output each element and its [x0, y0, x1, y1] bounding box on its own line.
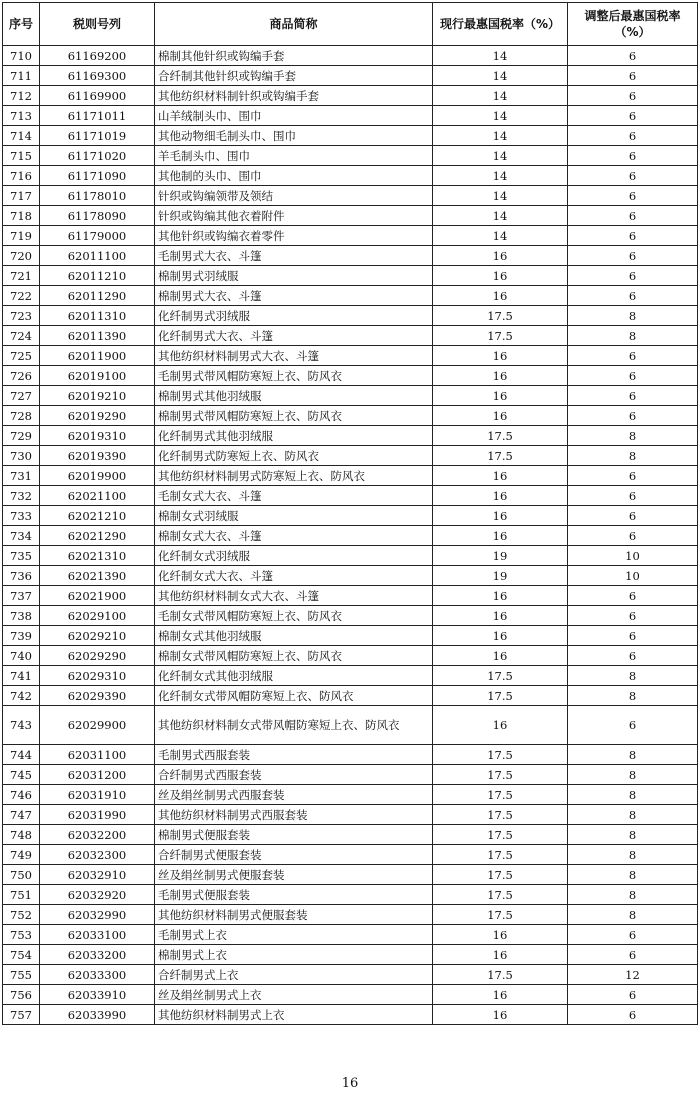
- cell-current-rate: 17.5: [433, 426, 568, 446]
- cell-current-rate: 16: [433, 945, 568, 965]
- cell-product-name: 其他纺织材料制男式便服套装: [155, 905, 433, 925]
- cell-adjusted-rate: 8: [568, 805, 698, 825]
- table-row: [3, 945, 698, 965]
- table-row: [3, 865, 698, 885]
- table-row: [3, 686, 698, 706]
- cell-tariff-code: 62019390: [40, 446, 155, 466]
- cell-current-rate: 17.5: [433, 885, 568, 905]
- cell-product-name: 化纤制男式羽绒服: [155, 306, 433, 326]
- table-row: [3, 126, 698, 146]
- page-number: 16: [341, 1076, 359, 1091]
- cell-index: 716: [3, 166, 40, 186]
- cell-index: 721: [3, 266, 40, 286]
- cell-adjusted-rate: 6: [568, 66, 698, 86]
- cell-index: 733: [3, 506, 40, 526]
- cell-current-rate: 17.5: [433, 745, 568, 765]
- cell-index: 756: [3, 985, 40, 1005]
- cell-tariff-code: 62029290: [40, 646, 155, 666]
- cell-product-name: 山羊绒制头巾、围巾: [155, 106, 433, 126]
- cell-adjusted-rate: 8: [568, 885, 698, 905]
- cell-index: 717: [3, 186, 40, 206]
- table-row: [3, 885, 698, 905]
- col-header-product-name: 商品简称: [155, 3, 433, 46]
- table-row: [3, 446, 698, 466]
- table-row: [3, 346, 698, 366]
- cell-product-name: 化纤制男式防寒短上衣、防风衣: [155, 446, 433, 466]
- cell-tariff-code: 62011900: [40, 346, 155, 366]
- cell-index: 718: [3, 206, 40, 226]
- table-row: [3, 666, 698, 686]
- cell-index: 714: [3, 126, 40, 146]
- cell-product-name: 合纤制男式西服套装: [155, 765, 433, 785]
- cell-product-name: 其他动物细毛制头巾、围巾: [155, 126, 433, 146]
- cell-product-name: 合纤制男式上衣: [155, 965, 433, 985]
- cell-tariff-code: 62011100: [40, 246, 155, 266]
- cell-tariff-code: 62033100: [40, 925, 155, 945]
- table-row: [3, 706, 698, 745]
- cell-index: 730: [3, 446, 40, 466]
- cell-current-rate: 16: [433, 586, 568, 606]
- cell-current-rate: 16: [433, 346, 568, 366]
- cell-index: 731: [3, 466, 40, 486]
- cell-index: 719: [3, 226, 40, 246]
- cell-current-rate: 17.5: [433, 446, 568, 466]
- cell-adjusted-rate: 6: [568, 106, 698, 126]
- cell-index: 755: [3, 965, 40, 985]
- cell-adjusted-rate: 8: [568, 446, 698, 466]
- cell-adjusted-rate: 6: [568, 606, 698, 626]
- cell-tariff-code: 62029100: [40, 606, 155, 626]
- cell-tariff-code: 62032910: [40, 865, 155, 885]
- cell-product-name: 化纤制女式羽绒服: [155, 546, 433, 566]
- table-row: [3, 486, 698, 506]
- cell-current-rate: 16: [433, 406, 568, 426]
- cell-index: 740: [3, 646, 40, 666]
- cell-adjusted-rate: 6: [568, 486, 698, 506]
- cell-current-rate: 16: [433, 366, 568, 386]
- cell-current-rate: 14: [433, 186, 568, 206]
- tariff-table: [2, 2, 698, 1025]
- cell-tariff-code: 62033910: [40, 985, 155, 1005]
- cell-tariff-code: 61169300: [40, 66, 155, 86]
- cell-product-name: 针织或钩编其他衣着附件: [155, 206, 433, 226]
- table-row: [3, 805, 698, 825]
- cell-product-name: 化纤制女式带风帽防寒短上衣、防风衣: [155, 686, 433, 706]
- cell-product-name: 针织或钩编领带及领结: [155, 186, 433, 206]
- cell-index: 757: [3, 1005, 40, 1025]
- cell-adjusted-rate: 6: [568, 626, 698, 646]
- table-row: [3, 46, 698, 66]
- table-row: [3, 426, 698, 446]
- col-header-current-rate: 现行最惠国税率（%）: [433, 3, 568, 46]
- cell-index: 747: [3, 805, 40, 825]
- cell-current-rate: 16: [433, 386, 568, 406]
- cell-current-rate: 17.5: [433, 965, 568, 985]
- cell-current-rate: 14: [433, 166, 568, 186]
- cell-adjusted-rate: 8: [568, 905, 698, 925]
- cell-tariff-code: 62029390: [40, 686, 155, 706]
- cell-index: 737: [3, 586, 40, 606]
- cell-current-rate: 16: [433, 246, 568, 266]
- cell-tariff-code: 61179000: [40, 226, 155, 246]
- cell-adjusted-rate: 6: [568, 985, 698, 1005]
- table-row: [3, 785, 698, 805]
- cell-current-rate: 17.5: [433, 765, 568, 785]
- cell-adjusted-rate: 12: [568, 965, 698, 985]
- cell-current-rate: 16: [433, 486, 568, 506]
- cell-current-rate: 19: [433, 566, 568, 586]
- cell-current-rate: 16: [433, 466, 568, 486]
- cell-current-rate: 16: [433, 925, 568, 945]
- cell-index: 720: [3, 246, 40, 266]
- cell-adjusted-rate: 6: [568, 86, 698, 106]
- cell-adjusted-rate: 6: [568, 246, 698, 266]
- cell-tariff-code: 62021310: [40, 546, 155, 566]
- cell-product-name: 其他纺织材料制针织或钩编手套: [155, 86, 433, 106]
- cell-adjusted-rate: 8: [568, 306, 698, 326]
- cell-tariff-code: 62032200: [40, 825, 155, 845]
- table-row: [3, 466, 698, 486]
- cell-tariff-code: 62032300: [40, 845, 155, 865]
- cell-current-rate: 17.5: [433, 825, 568, 845]
- cell-tariff-code: 62021900: [40, 586, 155, 606]
- cell-product-name: 化纤制女式其他羽绒服: [155, 666, 433, 686]
- cell-product-name: 合纤制其他针织或钩编手套: [155, 66, 433, 86]
- cell-index: 746: [3, 785, 40, 805]
- cell-product-name: 棉制男式其他羽绒服: [155, 386, 433, 406]
- cell-current-rate: 16: [433, 286, 568, 306]
- cell-index: 732: [3, 486, 40, 506]
- cell-current-rate: 17.5: [433, 905, 568, 925]
- cell-product-name: 其他纺织材料制男式大衣、斗篷: [155, 346, 433, 366]
- cell-product-name: 棉制男式大衣、斗篷: [155, 286, 433, 306]
- table-row: [3, 386, 698, 406]
- table-row: [3, 166, 698, 186]
- cell-adjusted-rate: 8: [568, 825, 698, 845]
- cell-index: 713: [3, 106, 40, 126]
- col-header-adjusted-rate: 调整后最惠国税率 （%）: [568, 3, 698, 46]
- cell-product-name: 棉制男式羽绒服: [155, 266, 433, 286]
- cell-product-name: 丝及绢丝制男式上衣: [155, 985, 433, 1005]
- table-row: [3, 566, 698, 586]
- table-row: [3, 825, 698, 845]
- cell-adjusted-rate: 6: [568, 46, 698, 66]
- cell-adjusted-rate: 6: [568, 166, 698, 186]
- cell-index: 715: [3, 146, 40, 166]
- cell-tariff-code: 62011210: [40, 266, 155, 286]
- cell-tariff-code: 62021390: [40, 566, 155, 586]
- table-row: [3, 506, 698, 526]
- cell-adjusted-rate: 6: [568, 286, 698, 306]
- table-row: [3, 406, 698, 426]
- cell-current-rate: 16: [433, 626, 568, 646]
- cell-adjusted-rate: 8: [568, 686, 698, 706]
- cell-tariff-code: 61171019: [40, 126, 155, 146]
- cell-index: 753: [3, 925, 40, 945]
- cell-tariff-code: 61171011: [40, 106, 155, 126]
- cell-index: 725: [3, 346, 40, 366]
- cell-product-name: 棉制男式带风帽防寒短上衣、防风衣: [155, 406, 433, 426]
- cell-current-rate: 17.5: [433, 326, 568, 346]
- cell-product-name: 其他纺织材料制女式大衣、斗篷: [155, 586, 433, 606]
- cell-index: 729: [3, 426, 40, 446]
- cell-index: 726: [3, 366, 40, 386]
- table-row: [3, 206, 698, 226]
- cell-product-name: 棉制女式带风帽防寒短上衣、防风衣: [155, 646, 433, 666]
- table-row: [3, 845, 698, 865]
- cell-adjusted-rate: 6: [568, 146, 698, 166]
- cell-current-rate: 16: [433, 526, 568, 546]
- cell-product-name: 毛制男式上衣: [155, 925, 433, 945]
- cell-adjusted-rate: 6: [568, 925, 698, 945]
- cell-adjusted-rate: 6: [568, 186, 698, 206]
- cell-tariff-code: 61171090: [40, 166, 155, 186]
- cell-tariff-code: 62029210: [40, 626, 155, 646]
- cell-adjusted-rate: 6: [568, 386, 698, 406]
- table-row: [3, 905, 698, 925]
- cell-index: 749: [3, 845, 40, 865]
- table-row: [3, 606, 698, 626]
- table-row: [3, 306, 698, 326]
- table-row: [3, 646, 698, 666]
- cell-product-name: 棉制女式大衣、斗篷: [155, 526, 433, 546]
- cell-adjusted-rate: 6: [568, 945, 698, 965]
- cell-tariff-code: 62021290: [40, 526, 155, 546]
- cell-current-rate: 16: [433, 646, 568, 666]
- cell-current-rate: 14: [433, 206, 568, 226]
- cell-tariff-code: 62032990: [40, 905, 155, 925]
- cell-current-rate: 14: [433, 146, 568, 166]
- cell-product-name: 毛制男式西服套装: [155, 745, 433, 765]
- table-row: [3, 186, 698, 206]
- table-row: [3, 66, 698, 86]
- cell-adjusted-rate: 6: [568, 126, 698, 146]
- header-row: [3, 3, 698, 46]
- cell-adjusted-rate: 10: [568, 546, 698, 566]
- cell-tariff-code: 62032920: [40, 885, 155, 905]
- cell-adjusted-rate: 8: [568, 426, 698, 446]
- cell-product-name: 其他制的头巾、围巾: [155, 166, 433, 186]
- table-row: [3, 246, 698, 266]
- cell-current-rate: 14: [433, 46, 568, 66]
- cell-tariff-code: 62033990: [40, 1005, 155, 1025]
- cell-product-name: 毛制男式带风帽防寒短上衣、防风衣: [155, 366, 433, 386]
- cell-index: 724: [3, 326, 40, 346]
- cell-index: 710: [3, 46, 40, 66]
- cell-product-name: 其他纺织材料制男式上衣: [155, 1005, 433, 1025]
- cell-adjusted-rate: 6: [568, 646, 698, 666]
- cell-adjusted-rate: 8: [568, 845, 698, 865]
- cell-index: 745: [3, 765, 40, 785]
- cell-adjusted-rate: 6: [568, 266, 698, 286]
- cell-product-name: 毛制男式便服套装: [155, 885, 433, 905]
- table-row: [3, 985, 698, 1005]
- cell-index: 722: [3, 286, 40, 306]
- cell-adjusted-rate: 8: [568, 745, 698, 765]
- cell-index: 743: [3, 706, 40, 745]
- cell-product-name: 棉制女式其他羽绒服: [155, 626, 433, 646]
- cell-tariff-code: 62019900: [40, 466, 155, 486]
- cell-product-name: 毛制女式带风帽防寒短上衣、防风衣: [155, 606, 433, 626]
- cell-current-rate: 16: [433, 985, 568, 1005]
- cell-index: 735: [3, 546, 40, 566]
- cell-tariff-code: 62031990: [40, 805, 155, 825]
- cell-tariff-code: 62033300: [40, 965, 155, 985]
- cell-current-rate: 16: [433, 266, 568, 286]
- cell-adjusted-rate: 8: [568, 785, 698, 805]
- cell-index: 744: [3, 745, 40, 765]
- cell-adjusted-rate: 6: [568, 466, 698, 486]
- cell-product-name: 丝及绢丝制男式便服套装: [155, 865, 433, 885]
- cell-tariff-code: 62021100: [40, 486, 155, 506]
- cell-product-name: 化纤制男式大衣、斗篷: [155, 326, 433, 346]
- cell-index: 741: [3, 666, 40, 686]
- cell-index: 728: [3, 406, 40, 426]
- table-row: [3, 226, 698, 246]
- cell-current-rate: 14: [433, 126, 568, 146]
- cell-adjusted-rate: 6: [568, 706, 698, 745]
- cell-adjusted-rate: 6: [568, 586, 698, 606]
- cell-tariff-code: 61178090: [40, 206, 155, 226]
- cell-tariff-code: 61169200: [40, 46, 155, 66]
- cell-adjusted-rate: 8: [568, 666, 698, 686]
- cell-index: 742: [3, 686, 40, 706]
- cell-current-rate: 14: [433, 226, 568, 246]
- col-header-tariff-code: 税则号列: [40, 3, 155, 46]
- cell-current-rate: 16: [433, 706, 568, 745]
- cell-product-name: 其他纺织材料制男式防寒短上衣、防风衣: [155, 466, 433, 486]
- cell-adjusted-rate: 6: [568, 366, 698, 386]
- cell-product-name: 合纤制男式便服套装: [155, 845, 433, 865]
- cell-product-name: 棉制女式羽绒服: [155, 506, 433, 526]
- cell-current-rate: 14: [433, 86, 568, 106]
- cell-tariff-code: 62031910: [40, 785, 155, 805]
- cell-product-name: 棉制其他针织或钩编手套: [155, 46, 433, 66]
- cell-adjusted-rate: 8: [568, 865, 698, 885]
- table-row: [3, 106, 698, 126]
- cell-current-rate: 17.5: [433, 306, 568, 326]
- cell-tariff-code: 61171020: [40, 146, 155, 166]
- cell-product-name: 化纤制女式大衣、斗篷: [155, 566, 433, 586]
- cell-current-rate: 16: [433, 506, 568, 526]
- table-row: [3, 925, 698, 945]
- cell-tariff-code: 62019290: [40, 406, 155, 426]
- table-row: [3, 86, 698, 106]
- cell-index: 752: [3, 905, 40, 925]
- cell-product-name: 羊毛制头巾、围巾: [155, 146, 433, 166]
- cell-current-rate: 17.5: [433, 845, 568, 865]
- cell-index: 751: [3, 885, 40, 905]
- cell-index: 734: [3, 526, 40, 546]
- cell-index: 754: [3, 945, 40, 965]
- cell-index: 750: [3, 865, 40, 885]
- cell-adjusted-rate: 6: [568, 206, 698, 226]
- cell-adjusted-rate: 6: [568, 1005, 698, 1025]
- cell-product-name: 其他纺织材料制女式带风帽防寒短上衣、防风衣: [155, 706, 433, 745]
- cell-current-rate: 14: [433, 106, 568, 126]
- cell-tariff-code: 62029900: [40, 706, 155, 745]
- cell-current-rate: 17.5: [433, 865, 568, 885]
- table-row: [3, 266, 698, 286]
- table-body: [3, 46, 698, 1025]
- cell-tariff-code: 62019210: [40, 386, 155, 406]
- cell-index: 712: [3, 86, 40, 106]
- cell-product-name: 其他针织或钩编衣着零件: [155, 226, 433, 246]
- cell-tariff-code: 62031200: [40, 765, 155, 785]
- cell-tariff-code: 62021210: [40, 506, 155, 526]
- cell-product-name: 棉制男式上衣: [155, 945, 433, 965]
- table-row: [3, 745, 698, 765]
- cell-tariff-code: 62031100: [40, 745, 155, 765]
- cell-index: 711: [3, 66, 40, 86]
- cell-current-rate: 17.5: [433, 785, 568, 805]
- cell-product-name: 棉制男式便服套装: [155, 825, 433, 845]
- cell-tariff-code: 62019100: [40, 366, 155, 386]
- cell-current-rate: 16: [433, 606, 568, 626]
- cell-index: 738: [3, 606, 40, 626]
- cell-tariff-code: 62029310: [40, 666, 155, 686]
- cell-adjusted-rate: 6: [568, 526, 698, 546]
- cell-tariff-code: 61169900: [40, 86, 155, 106]
- table-row: [3, 546, 698, 566]
- cell-adjusted-rate: 6: [568, 506, 698, 526]
- cell-adjusted-rate: 6: [568, 226, 698, 246]
- cell-adjusted-rate: 6: [568, 346, 698, 366]
- cell-product-name: 毛制女式大衣、斗篷: [155, 486, 433, 506]
- cell-tariff-code: 61178010: [40, 186, 155, 206]
- cell-product-name: 丝及绢丝制男式西服套装: [155, 785, 433, 805]
- cell-current-rate: 17.5: [433, 805, 568, 825]
- cell-index: 739: [3, 626, 40, 646]
- cell-tariff-code: 62011310: [40, 306, 155, 326]
- table-row: [3, 626, 698, 646]
- cell-tariff-code: 62011390: [40, 326, 155, 346]
- table-row: [3, 326, 698, 346]
- cell-adjusted-rate: 6: [568, 406, 698, 426]
- cell-current-rate: 16: [433, 1005, 568, 1025]
- col-header-index: 序号: [3, 3, 40, 46]
- cell-current-rate: 17.5: [433, 686, 568, 706]
- cell-index: 727: [3, 386, 40, 406]
- cell-index: 736: [3, 566, 40, 586]
- cell-current-rate: 19: [433, 546, 568, 566]
- cell-adjusted-rate: 8: [568, 326, 698, 346]
- table-row: [3, 526, 698, 546]
- cell-product-name: 化纤制男式其他羽绒服: [155, 426, 433, 446]
- table-row: [3, 965, 698, 985]
- cell-tariff-code: 62011290: [40, 286, 155, 306]
- table-row: [3, 146, 698, 166]
- cell-adjusted-rate: 8: [568, 765, 698, 785]
- cell-tariff-code: 62033200: [40, 945, 155, 965]
- table-row: [3, 586, 698, 606]
- table-row: [3, 765, 698, 785]
- cell-tariff-code: 62019310: [40, 426, 155, 446]
- table-row: [3, 1005, 698, 1025]
- table-row: [3, 286, 698, 306]
- table-row: [3, 366, 698, 386]
- cell-current-rate: 14: [433, 66, 568, 86]
- cell-index: 748: [3, 825, 40, 845]
- cell-current-rate: 17.5: [433, 666, 568, 686]
- cell-index: 723: [3, 306, 40, 326]
- cell-product-name: 其他纺织材料制男式西服套装: [155, 805, 433, 825]
- cell-adjusted-rate: 10: [568, 566, 698, 586]
- cell-product-name: 毛制男式大衣、斗篷: [155, 246, 433, 266]
